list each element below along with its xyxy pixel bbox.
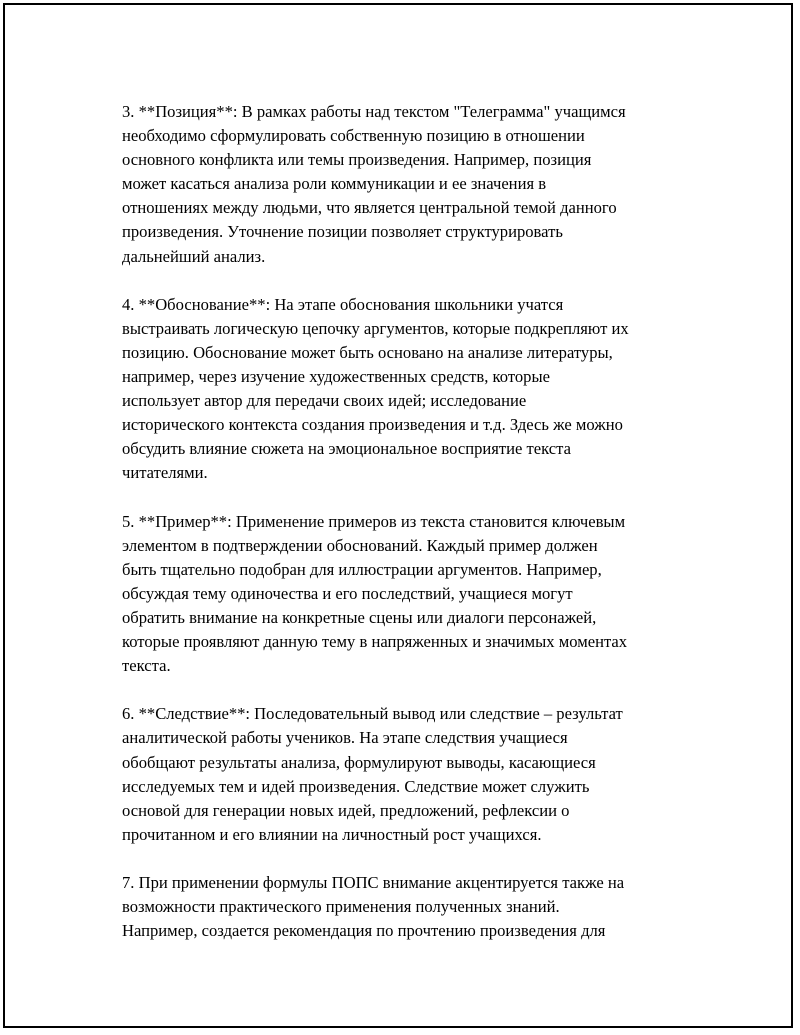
text-line: дальнейший анализ. [122, 246, 266, 266]
text-line: произведения. Уточнение позиции позволяет структурировать [122, 222, 563, 242]
paragraph-position [122, 100, 692, 269]
page-content [122, 100, 692, 967]
text-line: позицию. Обоснование может быть основано на анализе литературы, [122, 342, 613, 362]
text-line: текста. [122, 656, 171, 676]
text-line: выстраивать логическую цепочку аргументов, которые подкрепляют их [122, 318, 629, 338]
text-line: например, через изучение художественных средств, которые [122, 367, 550, 387]
text-line: необходимо сформулировать собственную позицию в отношении [122, 126, 585, 146]
text-line: быть тщательно подобран для иллюстрации аргументов. Например, [122, 559, 602, 579]
text-line: обсуждая тему одиночества и его последствий, учащиеся могут [122, 583, 573, 603]
text-line: исторического контекста создания произведения и т.д. Здесь же можно [122, 415, 623, 435]
text-line: обобщают результаты анализа, формулируют выводы, касающиеся [122, 752, 596, 772]
text-line: 3. **Позиция**: В рамках работы над текстом "Телеграмма" учащимся [122, 102, 626, 121]
paragraph-practical-application [122, 871, 692, 943]
page-frame [3, 3, 793, 1028]
paragraph-example [122, 510, 692, 679]
text-line: 4. **Обоснование**: На этапе обоснования школьники учатся [122, 294, 564, 314]
text-line: Например, создается рекомендация по прочтению произведения для [122, 921, 606, 941]
text-line: элементом в подтверждении обоснований. Каждый пример должен [122, 535, 598, 555]
paragraph-justification [122, 293, 692, 486]
text-line: 7. При применении формулы ПОПС внимание акцентируется также на [122, 873, 625, 892]
text-line: исследуемых тем и идей произведения. Следствие может служить [122, 776, 590, 796]
text-line: 6. **Следствие**: Последовательный вывод или следствие – результат [122, 704, 623, 724]
text-line: использует автор для передачи своих идей; исследование [122, 391, 527, 411]
text-line: может касаться анализа роли коммуникации и ее значения в [122, 174, 547, 194]
text-line: 5. **Пример**: Применение примеров из текста становится ключевым [122, 511, 626, 531]
text-line: основой для генерации новых идей, предложений, рефлексии о [122, 800, 570, 820]
text-line: аналитической работы учеников. На этапе следствия учащиеся [122, 728, 568, 748]
text-line: которые проявляют данную тему в напряженных и значимых моментах [122, 632, 628, 652]
text-line: прочитанном и его влиянии на личностный рост учащихся. [122, 824, 542, 844]
text-line: возможности практического применения полученных знаний. [122, 897, 560, 917]
text-line: отношениях между людьми, что является центральной темой данного [122, 198, 617, 218]
text-line: читателями. [122, 463, 208, 483]
text-line: обратить внимание на конкретные сцены или диалоги персонажей, [122, 607, 597, 627]
text-line: обсудить влияние сюжета на эмоциональное восприятие текста [122, 439, 571, 459]
paragraph-consequence [122, 702, 692, 847]
text-line: основного конфликта или темы произведения. Например, позиция [122, 150, 592, 170]
